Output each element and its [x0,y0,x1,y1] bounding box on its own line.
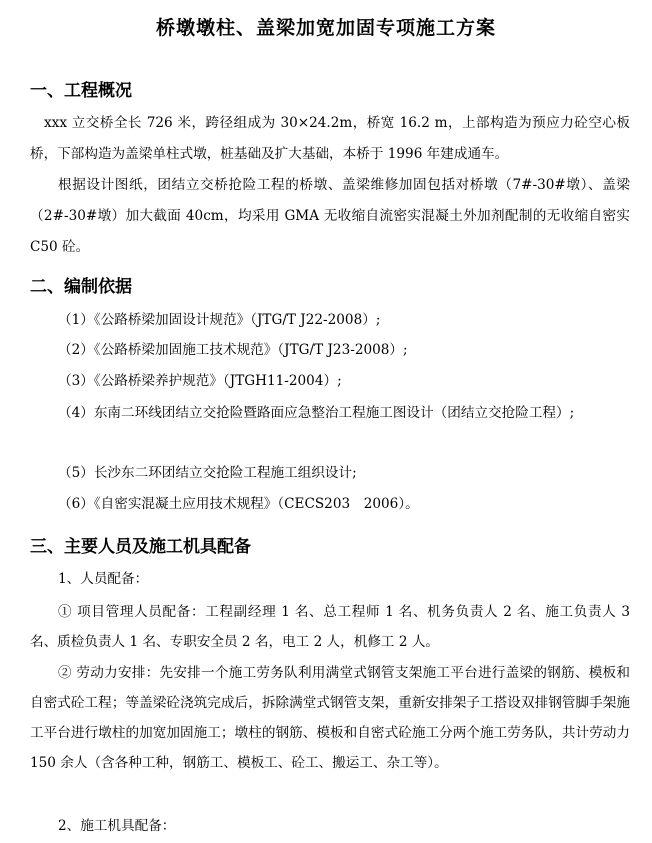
staffing-subheading-machinery: 2、施工机具配备： [58,818,176,834]
section-heading-overview: 一、工程概况 [30,81,132,101]
section-heading-staffing: 三、主要人员及施工机具配备 [30,537,251,557]
staffing-paragraph-management: ① 项目管理人员配备：工程副经理 1 名、总工程师 1 名、机务负责人 2 名、施工负责人 3 名、质检负责人 1 名、专职安全员 2 名，电工 2 人，机修工 2 人。 [30,604,630,650]
overview-paragraph-2: 根据设计图纸，团结立交桥抢险工程的桥墩、盖梁维修加固包括对桥墩（7#-30#墩）、盖梁（2#-30#墩）加大截面 40cm，均采用 GMA 无收缩自流密实混凝土外加剂配制的无收缩自密实 C50 砼。 [30,177,630,255]
staffing-paragraph-labour: ② 劳动力安排：先安排一个施工劳务队利用满堂式钢管支架施工平台进行盖梁的钢筋、模板和自密式砼工程；等盖梁砼浇筑完成后，拆除满堂式钢管支架，重新安排架子工搭设双排钢管脚手架施工平台进行墩柱的加宽加固施工；墩柱的钢筋、模板和自密式砼施工分两个施工劳务队，共计劳动力 150 余人（含各种工种，钢筋工、模板工、砼工、搬运工、杂工等）。 [30,665,630,771]
overview-paragraph-1: xxx 立交桥全长 726 米，跨径组成为 30×24.2m，桥宽 16.2 m，上部构造为预应力砼空心板桥，下部构造为盖梁单柱式墩，桩基础及扩大基础，本桥于 1996 年建成通车。 [30,115,630,162]
basis-item-1: （1）《公路桥梁加固设计规范》（JTG/T J22-2008）; [58,312,381,328]
section-heading-basis: 二、编制依据 [30,277,132,297]
basis-item-3: （3）《公路桥梁养护规范》（JTGH11-2004）; [58,373,342,389]
basis-item-6: （6）《自密实混凝土应用技术规程》（CECS203 2006）。 [58,496,419,512]
basis-item-2: （2）《公路桥梁加固施工技术规范》（JTG/T J23-2008）; [58,342,408,358]
basis-item-5: （5）长沙东二环团结立交抢险工程施工组织设计; [58,465,357,481]
document-title: 桥墩墩柱、盖梁加宽加固专项施工方案 [155,17,496,39]
staffing-subheading-personnel: 1、人员配备： [58,571,149,587]
basis-item-4: （4）东南二环线团结立交抢险暨路面应急整治工程施工图设计（团结立交抢险工程）; [58,405,575,421]
